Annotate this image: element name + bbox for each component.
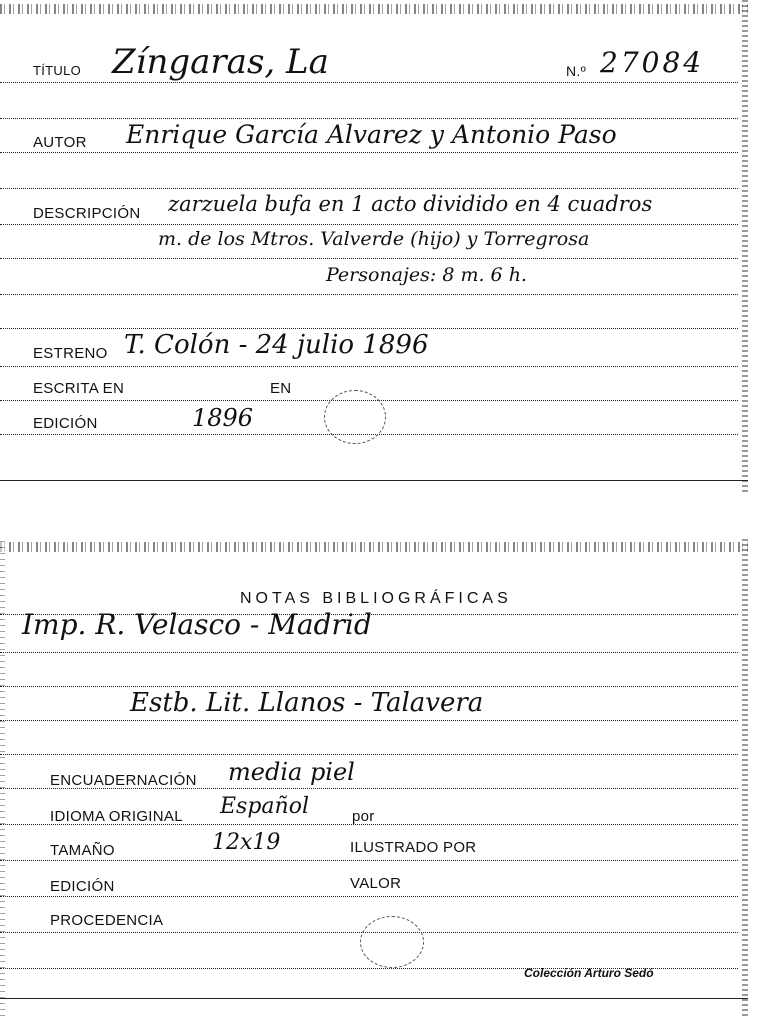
- ruled-line: [0, 152, 738, 153]
- autor-label: AUTOR: [33, 134, 87, 151]
- ruled-line: [0, 366, 738, 367]
- numero-value: 27084: [600, 46, 705, 79]
- ruled-line: [0, 896, 738, 897]
- card-bottom-edge: [0, 480, 748, 481]
- ruled-line: [0, 652, 738, 653]
- descripcion-line-1: zarzuela bufa en 1 acto dividido en 4 cuadros: [168, 192, 653, 216]
- tamano-value: 12x19: [212, 830, 281, 855]
- procedencia-label: PROCEDENCIA: [50, 912, 164, 929]
- autor-value: Enrique García Alvarez y Antonio Paso: [126, 120, 617, 149]
- ruled-line: [0, 118, 738, 119]
- card-edge-texture: [0, 542, 748, 552]
- ruled-line: [0, 258, 738, 259]
- titulo-value: Zíngaras, La: [112, 42, 329, 82]
- estreno-label: ESTRENO: [33, 345, 108, 362]
- ruled-line: [0, 328, 738, 329]
- encuadernacion-value: media piel: [228, 758, 355, 786]
- idioma-value: Español: [220, 794, 309, 819]
- punch-hole-icon: [324, 390, 386, 444]
- card-bottom-edge: [0, 998, 748, 999]
- titulo-label: TÍTULO: [33, 63, 82, 78]
- card-edge-left: [0, 538, 5, 1016]
- note-line-1: Imp. R. Velasco - Madrid: [22, 608, 372, 641]
- ruled-line: [0, 860, 738, 861]
- estreno-value: T. Colón - 24 julio 1896: [124, 330, 429, 360]
- por-label: por: [352, 808, 375, 825]
- ruled-line: [0, 720, 738, 721]
- note-line-2: Estb. Lit. Llanos - Talavera: [130, 688, 484, 718]
- en-label: EN: [270, 380, 292, 397]
- card-edge-texture: [0, 4, 748, 14]
- descripcion-line-3: Personajes: 8 m. 6 h.: [326, 264, 527, 286]
- ruled-line: [0, 294, 738, 295]
- encuadernacion-label: ENCUADERNACIÓN: [50, 772, 197, 789]
- card-edge-right: [742, 0, 748, 492]
- ruled-line: [0, 188, 738, 189]
- edicion-label: EDICIÓN: [33, 415, 98, 432]
- valor-label: VALOR: [350, 875, 402, 892]
- escrita-label: ESCRITA EN: [33, 380, 125, 397]
- descripcion-label: DESCRIPCIÓN: [33, 205, 141, 222]
- ruled-line: [0, 686, 738, 687]
- ruled-line: [0, 224, 738, 225]
- catalog-card-front: [0, 0, 748, 492]
- ruled-line: [0, 754, 738, 755]
- coleccion-credit: Colección Arturo Sedó: [524, 966, 654, 980]
- descripcion-line-2: m. de los Mtros. Valverde (hijo) y Torregrosa: [158, 228, 590, 250]
- ilustrado-label: ILUSTRADO POR: [350, 839, 477, 856]
- numero-label: N.º: [566, 63, 587, 79]
- catalog-card-back: [0, 538, 748, 1016]
- card-edge-right: [742, 538, 748, 1016]
- edicion-label: EDICIÓN: [50, 878, 115, 895]
- punch-hole-icon: [360, 916, 424, 968]
- notas-heading: NOTAS BIBLIOGRÁFICAS: [240, 590, 512, 607]
- idioma-label: IDIOMA ORIGINAL: [50, 808, 183, 825]
- tamano-label: TAMAÑO: [50, 842, 115, 859]
- ruled-line: [0, 82, 738, 83]
- edicion-value: 1896: [192, 404, 254, 432]
